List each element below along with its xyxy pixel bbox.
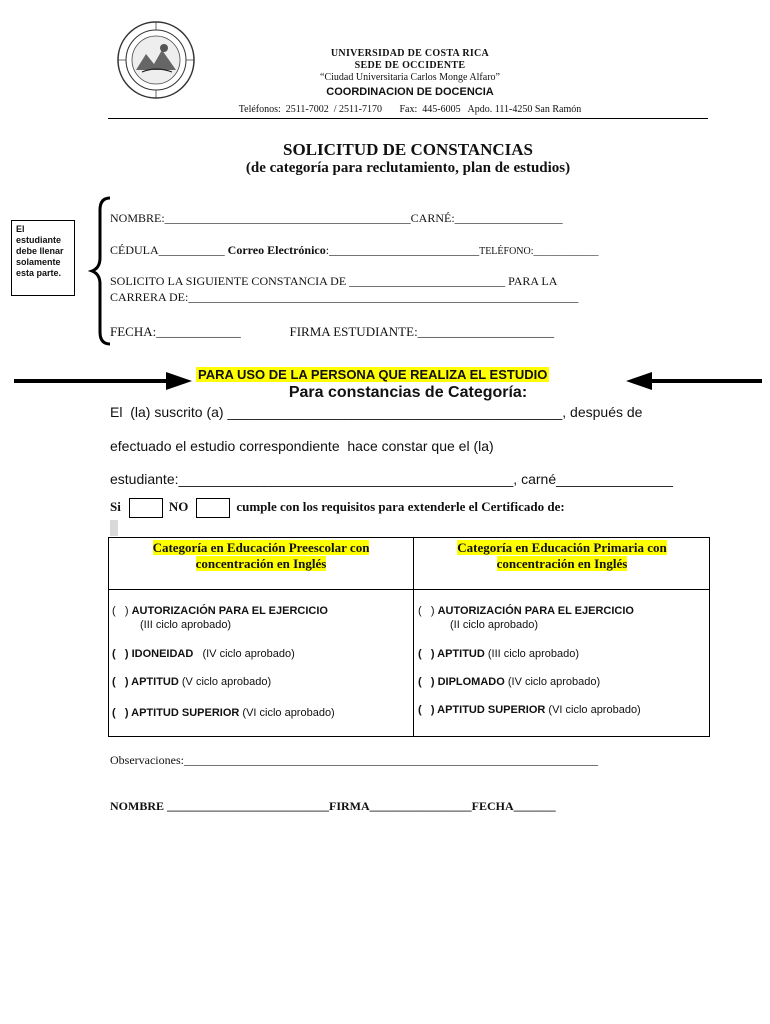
requirement-text: cumple con los requisitos para extenderle el Certificado de: xyxy=(236,498,565,514)
correo-field[interactable]: :_________________________ xyxy=(325,243,480,257)
university-seal-icon xyxy=(116,20,196,100)
cedula-field[interactable]: CÉDULA___________ xyxy=(110,243,228,257)
requirement-row xyxy=(110,498,565,518)
si-checkbox[interactable] xyxy=(129,498,163,518)
city-name: “Ciudad Universitaria Carlos Monge Alfaro” xyxy=(320,72,500,83)
campus-name: SEDE DE OCCIDENTE xyxy=(354,60,466,71)
telefono-field[interactable]: TELÉFONO:_____________ xyxy=(479,246,599,257)
fecha-firma-field[interactable]: FECHA:_____________ FIRMA ESTUDIANTE:_____________________ xyxy=(110,324,555,339)
university-name: UNIVERSIDAD DE COSTA RICA xyxy=(330,48,490,59)
form-subtitle: (de categoría para reclutamiento, plan de estudios) xyxy=(245,160,571,176)
primaria-column-header: Categoría en Educación Primaria con concentración en Inglés xyxy=(457,540,667,571)
primaria-option-aptitud-superior[interactable]: ( ) APTITUD SUPERIOR (VI ciclo aprobado) xyxy=(418,704,641,716)
no-label: NO xyxy=(168,498,189,514)
contact-info: Teléfonos: 2511-7002 / 2511-7170 Fax: 445-6005 Apdo. 111-4250 San Ramón xyxy=(238,104,582,115)
preescolar-option-aptitud-superior[interactable]: ( ) APTITUD SUPERIOR (VI ciclo aprobado) xyxy=(112,707,335,719)
carrera-field[interactable]: CARRERA DE:_________________________________________________________________ xyxy=(110,290,579,304)
student-note: El estudiante debe llenar solamente esta parte. xyxy=(11,220,75,296)
preescolar-option-aptitud[interactable]: ( ) APTITUD (V ciclo aprobado) xyxy=(112,676,272,688)
primaria-option-diplomado[interactable]: ( ) DIPLOMADO (IV ciclo aprobado) xyxy=(418,676,601,688)
nombre-carne-field[interactable]: NOMBRE:_________________________________________CARNÉ:__________________ xyxy=(110,211,563,225)
form-title: SOLICITUD DE CONSTANCIAS xyxy=(282,140,534,159)
cedula-correo-telefono-row[interactable] xyxy=(110,243,599,258)
preescolar-option-autorizacion[interactable]: ( ) AUTORIZACIÓN PARA EL EJERCICIO (III ciclo aprobado) xyxy=(112,605,328,631)
correo-label: Correo Electrónico xyxy=(227,243,326,257)
observaciones-field[interactable]: Observaciones:_____________________________________________________________________ xyxy=(110,753,598,767)
preescolar-option-idoneidad[interactable]: ( ) IDONEIDAD (IV ciclo aprobado) xyxy=(112,648,295,660)
staff-use-banner: PARA USO DE LA PERSONA QUE REALIZA EL ESTUDIO xyxy=(198,367,548,382)
category-title: Para constancias de Categoría: xyxy=(288,384,528,401)
preescolar-column-header: Categoría en Educación Preescolar con concentración en Inglés xyxy=(152,540,370,571)
constancia-type-field[interactable]: SOLICITO LA SIGUIENTE CONSTANCIA DE __________________________ PARA LA xyxy=(110,274,558,288)
estudiante-carne-line[interactable]: estudiante:___________________________________________, carné_______________ xyxy=(110,471,673,487)
primaria-option-autorizacion[interactable]: ( ) AUTORIZACIÓN PARA EL EJERCICIO (II ciclo aprobado) xyxy=(418,605,634,631)
no-checkbox[interactable] xyxy=(196,498,230,518)
si-label: Si xyxy=(110,498,121,514)
gray-marker xyxy=(110,520,118,536)
suscrito-line[interactable]: El (la) suscrito (a) ___________________________________________, después de xyxy=(110,404,643,420)
estudio-line: efectuado el estudio correspondiente hace constar que el (la) xyxy=(110,438,494,454)
signature-line[interactable]: NOMBRE ___________________________FIRMA_________________FECHA_______ xyxy=(110,799,556,813)
primaria-option-aptitud[interactable]: ( ) APTITUD (III ciclo aprobado) xyxy=(418,648,579,660)
table-header-divider xyxy=(108,589,710,590)
table-column-divider xyxy=(413,537,414,737)
department-name: COORDINACION DE DOCENCIA xyxy=(326,86,494,98)
header-divider xyxy=(108,118,708,119)
